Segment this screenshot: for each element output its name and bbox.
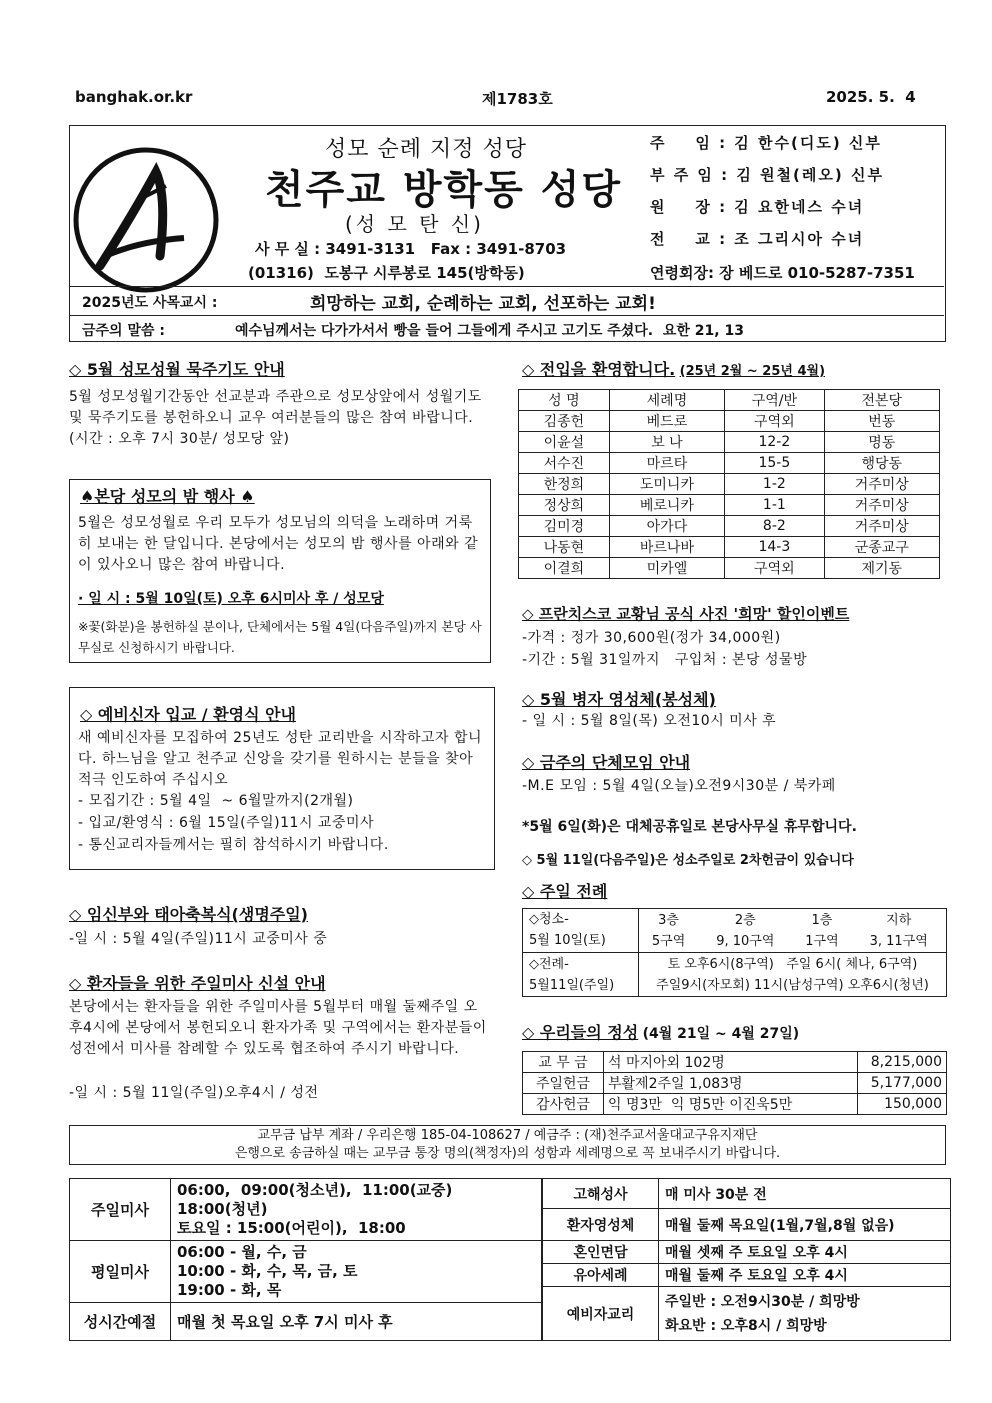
duty-title: ◇ 주일 전례 <box>522 882 608 901</box>
pregnant-title: ◇ 임신부와 태아축복식(생명주일) <box>69 905 308 924</box>
staff-sister-head: 원 장 : 김 요한네스 수녀 <box>650 198 865 216</box>
motto-label: 2025년도 사목교시 : <box>82 295 218 311</box>
patients-mass-title: ◇ 환자들을 위한 주일미사 신설 안내 <box>69 974 326 993</box>
second-collection-notice: ◇ 5월 11일(다음주일)은 성소주일로 2차헌금이 있습니다 <box>522 853 854 868</box>
catechumen-note: - 통신교리자들께서는 필히 참석하시기 바랍니다. <box>78 837 389 853</box>
issue-number: 제1783호 <box>482 90 553 108</box>
liturgy-row: ◇전례- 5월11일(주일) 토 오후6시(8구역) 주일 6시( 체나, 6구역) 주일9시(자모회) 11시(남성구역) 오후6시(청년) <box>523 953 947 997</box>
adoration-label: 성시간예절 <box>70 1303 171 1341</box>
issue-date: 2025. 5. 4 <box>826 88 916 106</box>
rosary-title: ◇ 5월 성모성월 묵주기도 안내 <box>69 360 285 379</box>
staff-pastor: 주 임 : 김 한수(디도) 신부 <box>650 134 882 152</box>
sick-communion-row: 환자영성체 매월 둘째 목요일(1월,7월,8월 없음) <box>543 1209 951 1241</box>
contact-line: 사 무 실 : 3491-3131 Fax : 3491-8703 <box>255 240 567 258</box>
table-row: 한정희 도미니카 1-2 거주미상 <box>519 474 940 495</box>
header-box <box>69 125 946 342</box>
weekday-mass-row: 평일미사 06:00 - 월, 수, 금 10:00 - 화, 수, 목, 금, 토 19:00 - 화, 목 <box>70 1241 542 1303</box>
table-row: 김종헌 베드로 구역외 번동 <box>519 411 940 432</box>
groups-title: ◇ 금주의 단체모임 안내 <box>522 753 691 772</box>
account-line: 교무금 납부 계좌 / 우리은행 185-04-108627 / 예금주 : (재)천주교서울대교구유지재단 <box>257 1128 758 1143</box>
mary-night-title: ♠본당 성모의 밤 행사 ♠ <box>80 487 255 506</box>
mary-night-box <box>69 479 491 663</box>
catechumen-title: ◇ 예비신자 입교 / 환영식 안내 <box>80 705 297 724</box>
mary-night-note: ※꽃(화분)을 봉헌하실 분이나, 단체에서는 5월 4일(다음주일)까지 본당 사무실로 신청하시기 바랍니다. <box>78 619 482 655</box>
mary-night-when: · 일 시 : 5월 10일(토) 오후 6시미사 후 / 성모당 <box>78 591 384 607</box>
catechumen-date: - 입교/환영식 : 6월 15일(주일)11시 교중미사 <box>78 815 375 831</box>
catechism-class-row: 예비자교리 주일반 : 오전9시30분 / 희망방 화요반 : 오후8시 / 희망방 <box>543 1287 951 1341</box>
site-url: banghak.or.kr <box>75 88 193 106</box>
table-row: 김미경 아가다 8-2 거주미상 <box>519 516 940 537</box>
photo-sale-period: -기간 : 5월 31일까지 구입처 : 본당 성물방 <box>522 652 808 668</box>
mary-night-body: 5월은 성모성월로 우리 모두가 성모님의 의덕을 노래하며 거룩히 보내는 한 달입니다. 본당에서는 성모의 밤 행사를 아래와 같이 있사오니 많은 참여 바랍니다. <box>78 515 479 573</box>
catechumen-body: 새 예비신자를 모집하여 25년도 성탄 교리반을 시작하고자 합니다. 하느님을 알고 천주교 신앙을 갖기를 원하시는 분들을 찾아 적극 인도하여 주십시오 <box>78 730 483 788</box>
sick-communion-body: - 일 시 : 5월 8일(목) 오전10시 미사 후 <box>522 713 777 729</box>
office-holiday-notice: *5월 6일(화)은 대체공휴일로 본당사무실 휴무합니다. <box>522 819 857 835</box>
newcomers-heading: ◇ 전입을 환영합니다. (25년 2월 ~ 25년 4월) <box>522 360 826 379</box>
church-title: 천주교 방학동 성당 <box>265 167 622 213</box>
sick-communion-title: ◇ 5월 병자 영성체(봉성체) <box>522 690 716 709</box>
sunday-mass-row: 주일미사 06:00, 09:00(청소년), 11:00(교중) 18:00(청년) 토요일 : 15:00(어린이), 18:00 <box>70 1179 542 1241</box>
photo-sale-price: -가격 : 정가 30,600원(정가 34,000원) <box>522 630 781 646</box>
offering-table <box>522 1051 947 1115</box>
table-row: 정상희 베로니카 1-1 거주미상 <box>519 495 940 516</box>
groups-body: -M.E 모임 : 5월 4일(오늘)오전9시30분 / 북카페 <box>522 778 836 794</box>
table-row: 나동현 바르나바 14-3 군종교구 <box>519 537 940 558</box>
patients-mass-when: -일 시 : 5월 11일(주일)오후4시 / 성전 <box>69 1085 319 1101</box>
address-line: (01316) 도봉구 시루봉로 145(방학동) <box>248 264 525 282</box>
table-row: 주일헌금 부활제2주일 1,083명 5,177,000 <box>523 1073 947 1094</box>
table-row: 이윤설 보 나 12-2 명동 <box>519 432 940 453</box>
table-row: 이결희 미카엘 구역외 제기동 <box>519 558 940 579</box>
marriage-row: 혼인면담 매월 셋째 주 토요일 오후 4시 <box>543 1241 951 1264</box>
word-label: 금주의 말씀 : <box>82 323 165 339</box>
catechumen-box <box>69 687 495 870</box>
infant-baptism-row: 유아세례 매월 둘째 주 토요일 오후 4시 <box>543 1264 951 1287</box>
staff-sister: 전 교 : 조 그리시아 수녀 <box>650 230 865 248</box>
mass-schedule-table <box>69 1178 542 1341</box>
account-box <box>69 1125 946 1165</box>
patron-name: (성 모 탄 신) <box>345 212 484 236</box>
table-row: 서수진 마르타 15-5 행당동 <box>519 453 940 474</box>
catechumen-period: - 모집기간 : 5월 4일 ~ 6월말까지(2개월) <box>78 793 354 809</box>
confession-row: 고해성사 매 미사 30분 전 <box>543 1179 951 1209</box>
weekday-mass-label: 평일미사 <box>70 1241 171 1303</box>
pregnant-body: -일 시 : 5월 4일(주일)11시 교중미사 중 <box>69 931 328 947</box>
table-row: 교 무 금 석 마지아외 102명 8,215,000 <box>523 1052 947 1073</box>
staff-funeral: 연령회장: 장 베드로 010-5287-7351 <box>650 264 915 282</box>
duty-table <box>522 908 947 997</box>
photo-sale-title: ◇ 프란치스코 교황님 공식 사진 '희망' 할인이벤트 <box>522 605 850 623</box>
adoration-row: 성시간예절 매월 첫 목요일 오후 7시 미사 후 <box>70 1303 542 1341</box>
rosary-body: 5월 성모성월기간동안 선교분과 주관으로 성모상앞에서 성월기도 및 묵주기도를 봉헌하오니 교우 여러분들의 많은 참여 바랍니다. (시간 : 오후 7시 30분/ 성모당 앞) <box>69 389 482 447</box>
pastoral-motto: 희망하는 교회, 순례하는 교회, 선포하는 교회! <box>310 294 656 314</box>
church-logo-icon <box>72 146 220 294</box>
cleaning-row: ◇청소- 5월 10일(토) 3층 5구역 2층 9, 10구역 1층 1구역 지하 3, 11구역 <box>523 909 947 953</box>
account-note: 은행으로 송금하실 때는 교무금 통장 명의(책정자)의 성함과 세례명으로 꼭 보내주시기 바랍니다. <box>234 1146 781 1161</box>
weekly-word: 예수님께서는 다가가서서 빵을 들어 그들에게 주시고 고기도 주셨다. 요한 21, 13 <box>235 323 744 339</box>
patients-mass-body: 본당에서는 환자들을 위한 주일미사를 5월부터 매월 둘째주일 오후4시에 본당에서 봉헌되오니 환자가족 및 구역에서는 환자분들이 성전에서 미사를 참례할 수 있도록 협조하여 주시기 바랍니다. <box>69 999 487 1057</box>
staff-assistant: 부 주 임 : 김 원철(레오) 신부 <box>650 166 884 184</box>
table-row: 감사헌금 익 명3만 익 명5만 이진욱5만 150,000 <box>523 1094 947 1115</box>
sacraments-table <box>542 1178 951 1341</box>
sunday-mass-label: 주일미사 <box>70 1179 171 1241</box>
offering-heading: ◇ 우리들의 정성 (4월 21일 ~ 4월 27일) <box>522 1023 800 1042</box>
table-header-row: 성 명 세례명 구역/반 전본당 <box>519 390 940 411</box>
header-subtitle: 성모 순례 지정 성당 <box>325 137 527 162</box>
newcomers-table <box>518 389 940 579</box>
